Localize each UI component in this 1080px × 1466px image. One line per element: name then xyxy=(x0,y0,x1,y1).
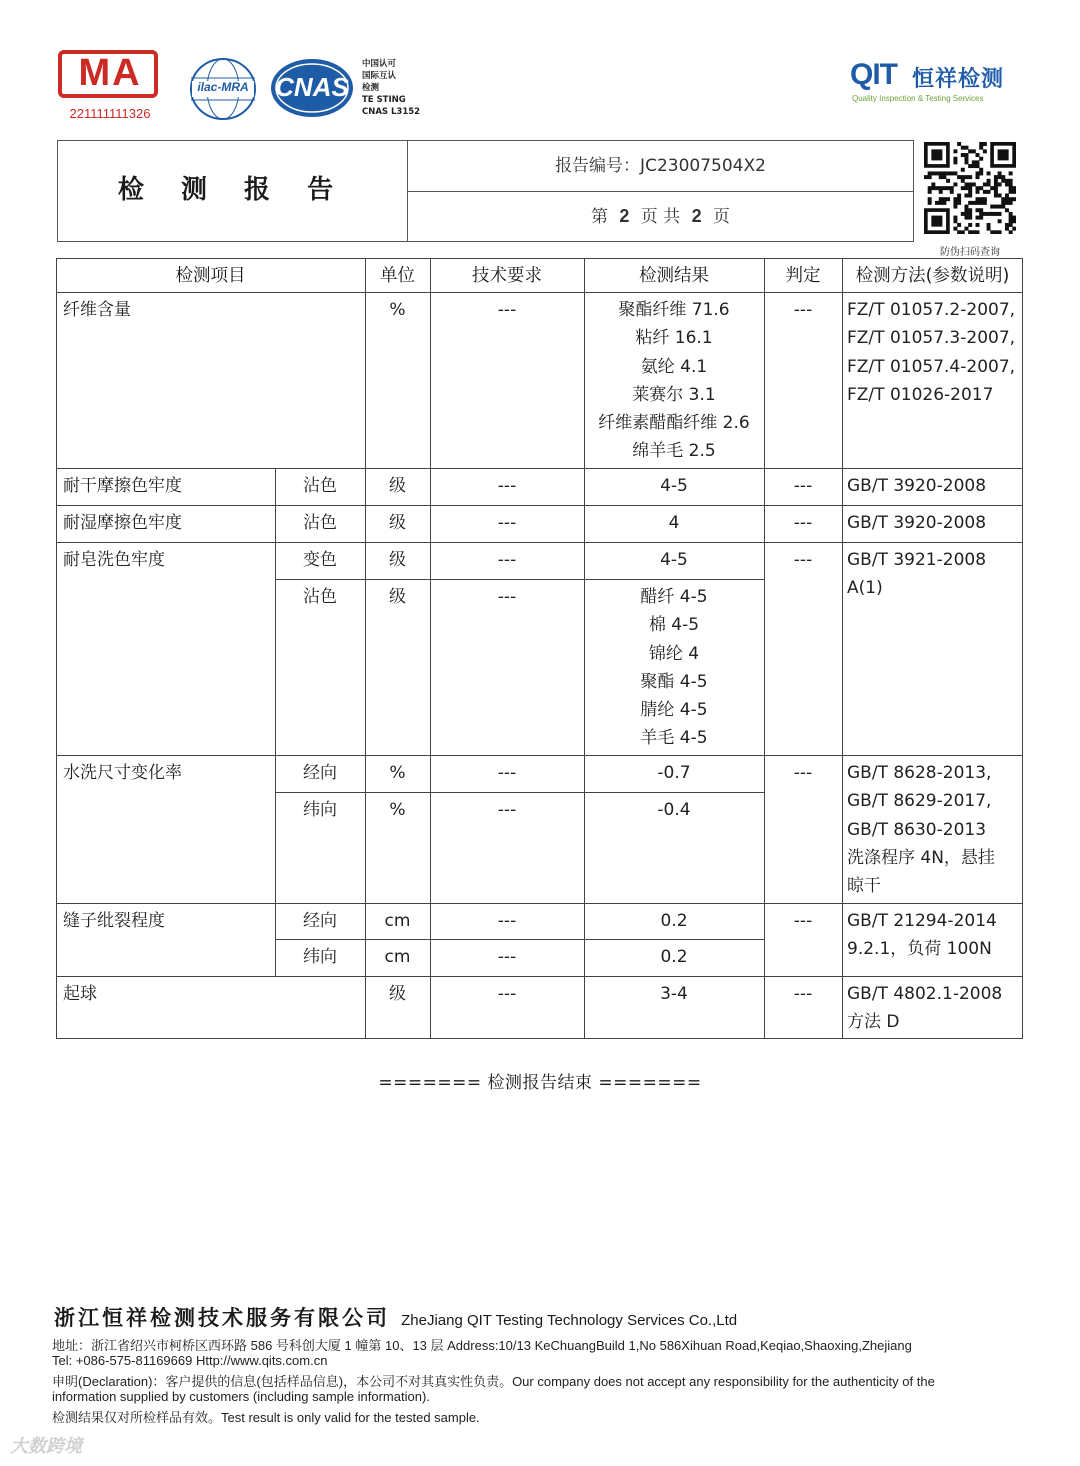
row-seam-sub2: 纬向 xyxy=(303,947,337,967)
cnas-line: 中国认可 xyxy=(362,59,397,69)
row-dry-rub-method: GB/T 3920-2008 xyxy=(847,476,987,496)
row-soap-unit1: 级 xyxy=(389,550,406,570)
page-current: 2 xyxy=(619,206,630,226)
row-dimension-result1: -0.7 xyxy=(657,763,691,783)
qr-code[interactable] xyxy=(924,142,1016,234)
ilac-text: ilac-MRA xyxy=(197,80,249,94)
row-fiber-verdict: --- xyxy=(793,300,813,320)
row-pilling-method xyxy=(847,980,1002,1037)
footer-declaration: 申明(Declaration)：客户提供的信息(包括样品信息)，本公司不对其真实性负责。Our company does not accept any responsibility for the authenticity of the xyxy=(52,1374,935,1389)
footer-address: 地址：浙江省绍兴市柯桥区西环路 586 号科创大厦 1 幢第 10、13 层 Address:10/13 KeChuangBuild 1,No 586Xihuan Road,Keqiao,Shaoxing,Zhejiang xyxy=(52,1338,912,1353)
results-table xyxy=(56,258,1024,1040)
row-seam-requirement1: --- xyxy=(497,911,517,931)
method-line: FZ/T 01057.2-2007, xyxy=(847,300,1016,320)
cnas-line: 检测 xyxy=(362,83,380,93)
method-line: FZ/T 01057.3-2007, xyxy=(847,328,1016,349)
result-line: 聚酯 4-5 xyxy=(640,671,708,692)
method-line: 方法 D xyxy=(847,1012,900,1033)
page-indicator xyxy=(408,192,913,241)
row-dry-rub-item: 耐干摩擦色牢度 xyxy=(63,476,182,496)
cnas-logo xyxy=(270,58,354,118)
result-line: 氨纶 4.1 xyxy=(640,356,708,377)
qit-mark: QIT xyxy=(850,58,897,91)
footer-validity: 检测结果仅对所检样品有效。Test result is only valid for the tested sample. xyxy=(52,1410,480,1425)
header-method: 检测方法(参数说明) xyxy=(855,266,1010,286)
report-title: 检 测 报 告 xyxy=(117,175,348,205)
row-seam-result2: 0.2 xyxy=(660,947,688,967)
row-wet-rub-method: GB/T 3920-2008 xyxy=(847,513,987,533)
qit-subtitle: Quality Inspection & Testing Services xyxy=(852,94,984,103)
method-line: 9.2.1，负荷 100N xyxy=(847,939,992,960)
row-pilling-unit: 级 xyxy=(389,984,406,1004)
result-line: 腈纶 4-5 xyxy=(640,700,708,721)
row-fiber-requirement: --- xyxy=(497,300,517,320)
page-mid: 页 共 xyxy=(640,207,681,227)
row-seam-verdict: --- xyxy=(793,911,813,931)
row-soap-requirement2: --- xyxy=(497,587,517,607)
method-line: GB/T 3921-2008 xyxy=(847,550,987,570)
row-soap-result1: 4-5 xyxy=(660,550,688,570)
footer-contact: Tel: +086-575-81169669 Http://www.qits.com.cn xyxy=(52,1353,328,1368)
method-line: GB/T 8629-2017, xyxy=(847,791,992,812)
report-end-marker: ======= 检测报告结束 ======= xyxy=(378,1073,702,1093)
row-soap-sub2: 沾色 xyxy=(303,587,337,607)
row-seam-result1: 0.2 xyxy=(660,911,688,931)
title-cell xyxy=(58,141,408,241)
cma-letters: MA xyxy=(78,52,142,94)
row-wet-rub-requirement: --- xyxy=(497,513,517,533)
cma-logo xyxy=(58,50,162,124)
row-soap-item: 耐皂洗色牢度 xyxy=(63,550,165,570)
row-seam-requirement2: --- xyxy=(497,947,517,967)
row-soap-sub1: 变色 xyxy=(303,550,337,570)
company-name xyxy=(54,1302,737,1332)
row-soap-results2 xyxy=(584,583,764,753)
row-pilling-result: 3-4 xyxy=(660,984,688,1004)
row-soap-verdict: --- xyxy=(793,550,813,570)
header-verdict: 判定 xyxy=(785,266,821,286)
method-line: 洗涤程序 4N，悬挂 xyxy=(847,847,995,868)
row-fiber-method xyxy=(847,296,1015,409)
report-title-box xyxy=(57,140,914,242)
row-dimension-unit2: % xyxy=(389,800,406,820)
row-seam-sub1: 经向 xyxy=(303,911,337,931)
row-soap-unit2: 级 xyxy=(389,587,406,607)
cnas-text: CNAS xyxy=(275,72,349,102)
row-dimension-method xyxy=(847,759,995,900)
footer-declaration-cont: information supplied by customers (including sample information). xyxy=(52,1389,430,1404)
qr-label: 防伪扫码查询 xyxy=(940,247,1000,258)
company-name-cn: 浙江恒祥检测技术服务有限公司 xyxy=(54,1305,390,1330)
result-line: 羊毛 4-5 xyxy=(640,728,708,749)
row-wet-rub-verdict: --- xyxy=(793,513,813,533)
row-wet-rub-sub: 沾色 xyxy=(303,513,337,533)
row-soap-requirement1: --- xyxy=(497,550,517,570)
row-seam-unit1: cm xyxy=(384,911,411,931)
result-line: 粘纤 16.1 xyxy=(635,328,713,349)
result-line: 纤维素醋酯纤维 2.6 xyxy=(598,413,750,434)
method-line: 晾干 xyxy=(847,876,881,897)
row-wet-rub-result: 4 xyxy=(668,513,680,533)
report-number: 报告编号：JC23007504X2 xyxy=(408,141,913,192)
cnas-line: TE STING xyxy=(362,95,406,105)
row-dry-rub-unit: 级 xyxy=(389,476,406,496)
result-line: 莱赛尔 3.1 xyxy=(632,384,716,405)
page-prefix: 第 xyxy=(590,207,608,227)
row-seam-unit2: cm xyxy=(384,947,411,967)
row-fiber-item: 纤维含量 xyxy=(63,300,131,320)
method-line: GB/T 8630-2013 xyxy=(847,819,987,840)
ilac-mra-logo xyxy=(188,56,258,122)
qit-chinese-name: 恒祥检测 xyxy=(912,67,1005,92)
header-result: 检测结果 xyxy=(639,266,709,286)
row-dimension-requirement2: --- xyxy=(497,800,517,820)
row-dimension-result2: -0.4 xyxy=(657,800,691,820)
row-dimension-verdict: --- xyxy=(793,763,813,783)
page-total: 2 xyxy=(691,206,702,226)
method-line: A(1) xyxy=(847,578,883,599)
method-line: GB/T 21294-2014 xyxy=(847,911,997,931)
row-dry-rub-requirement: --- xyxy=(497,476,517,496)
row-fiber-results xyxy=(584,296,764,466)
method-line: FZ/T 01057.4-2007, xyxy=(847,356,1016,377)
method-line: GB/T 4802.1-2008 xyxy=(847,984,1003,1004)
row-soap-method xyxy=(847,546,986,603)
page-suffix: 页 xyxy=(713,207,731,227)
cnas-line: CNAS L3152 xyxy=(362,107,421,117)
qr-code-icon xyxy=(924,142,1016,234)
method-line: FZ/T 01026-2017 xyxy=(847,384,994,405)
row-seam-item: 缝子纰裂程度 xyxy=(63,911,165,931)
row-dry-rub-verdict: --- xyxy=(793,476,813,496)
qit-logo xyxy=(848,58,1028,108)
company-name-en: ZheJiang QIT Testing Technology Services Co.,Ltd xyxy=(401,1312,738,1329)
row-pilling-verdict: --- xyxy=(793,984,813,1004)
result-line: 绵羊毛 2.5 xyxy=(632,441,716,462)
cma-number: 221111111326 xyxy=(69,106,151,121)
row-dimension-item: 水洗尺寸变化率 xyxy=(63,763,182,783)
row-dimension-requirement1: --- xyxy=(497,763,517,783)
method-line: GB/T 8628-2013, xyxy=(847,763,992,783)
row-pilling-item: 起球 xyxy=(63,984,97,1004)
header-requirement: 技术要求 xyxy=(472,266,542,286)
row-dry-rub-sub: 沾色 xyxy=(303,476,337,496)
row-fiber-unit: % xyxy=(389,300,406,320)
row-dimension-sub2: 纬向 xyxy=(303,800,337,820)
result-line: 聚酯纤维 71.6 xyxy=(618,300,730,320)
result-line: 醋纤 4-5 xyxy=(640,587,708,607)
result-line: 锦纶 4 xyxy=(648,643,700,664)
row-seam-method xyxy=(847,907,997,964)
watermark: 大数跨境 xyxy=(10,1436,82,1457)
row-dimension-unit1: % xyxy=(389,763,406,783)
cnas-accreditation-text xyxy=(362,58,432,118)
header-item: 检测项目 xyxy=(175,266,246,286)
cnas-line: 国际互认 xyxy=(362,71,397,81)
row-wet-rub-unit: 级 xyxy=(389,513,406,533)
header-unit: 单位 xyxy=(380,266,415,286)
row-dimension-sub1: 经向 xyxy=(303,763,337,783)
row-dry-rub-result: 4-5 xyxy=(660,476,688,496)
row-wet-rub-item: 耐湿摩擦色牢度 xyxy=(63,513,182,533)
row-pilling-requirement: --- xyxy=(497,984,517,1004)
result-line: 棉 4-5 xyxy=(648,615,700,636)
